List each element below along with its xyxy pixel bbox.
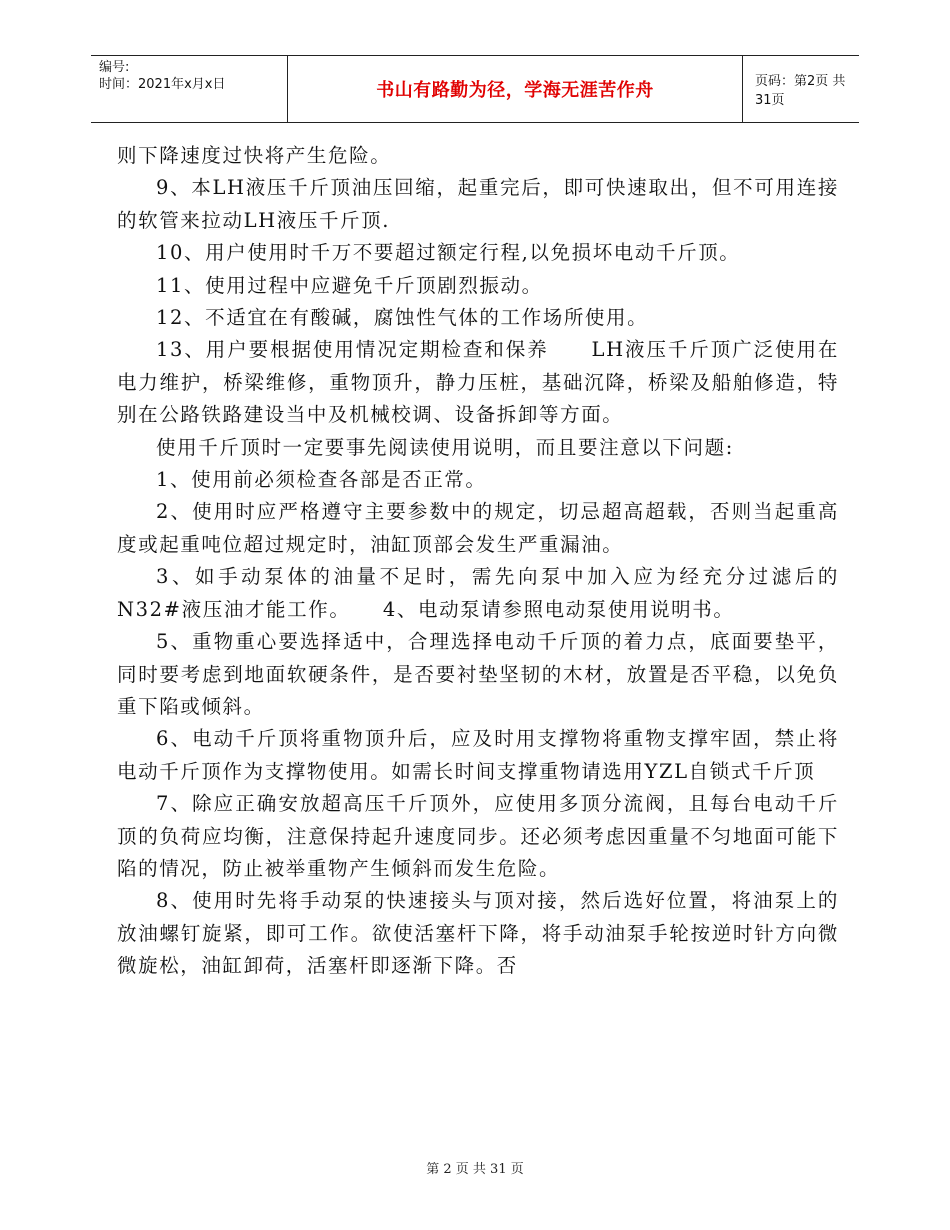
body-paragraph: 10、用户使用时千万不要超过额定行程,以免损坏电动千斤顶。 <box>156 241 741 265</box>
body-paragraph: 则下降速度过快将产生危险。 <box>117 144 392 167</box>
document-time-label: 时间：2021年x月x日 <box>99 77 226 92</box>
body-paragraph: 11、使用过程中应避免千斤顶剧烈振动。 <box>156 273 543 297</box>
body-paragraph: 2、使用时应严格遵守主要参数中的规定，切忌超高超载，否则当起重高度或起重吨位超过规定时，油缸顶部会发生严重漏油。 <box>117 500 839 556</box>
body-paragraph: 7、除应正确安放超高压千斤顶外，应使用多顶分流阀，且每台电动千斤顶的负荷应均衡，注意保持起升速度同步。还必须考虑因重量不匀地面可能下陷的情况，防止被举重物产生倾斜而发生危险。 <box>117 792 839 880</box>
document-body <box>117 140 839 983</box>
header-page-info: 页码：第2页 共31页 <box>755 74 846 108</box>
body-paragraph: 12、不适宜在有酸碱，腐蚀性气体的工作场所使用。 <box>156 306 649 330</box>
header-motto-cell <box>287 56 743 122</box>
body-paragraph: 使用千斤顶时一定要事先阅读使用说明，而且要注意以下问题: <box>156 435 734 459</box>
body-paragraph: 13、用户要根据使用情况定期检查和保养 LH液压千斤顶广泛使用在电力维护，桥梁维修，重物顶升，静力压桩，基础沉降，桥梁及船舶修造，特别在公路铁路建设当中及机械校调、设备拆卸等方面。 <box>117 338 839 427</box>
body-paragraph: 9、本LH液压千斤顶油压回缩，起重完后，即可快速取出，但不可用连接的软管来拉动LH液压千斤顶. <box>117 176 839 232</box>
body-paragraph: 5、重物重心要选择适中，合理选择电动千斤顶的着力点，底面要垫平，同时要考虑到地面软硬条件，是否要衬垫坚韧的木材，放置是否平稳，以免负重下陷或倾斜。 <box>117 630 839 718</box>
header-meta <box>99 59 225 93</box>
page-header <box>91 55 859 123</box>
body-paragraph: 1、使用前必须检查各部是否正常。 <box>156 468 487 492</box>
body-paragraph: 6、电动千斤顶将重物顶升后，应及时用支撑物将重物支撑牢固，禁止将电动千斤顶作为支撑物使用。如需长时间支撑重物请选用YZL自锁式千斤顶 <box>117 727 839 783</box>
header-motto: 书山有路勤为径，学海无涯苦作舟 <box>376 80 654 101</box>
document-number-label: 编号: <box>99 60 130 75</box>
body-paragraph: 3、如手动泵体的油量不足时，需先向泵中加入应为经充分过滤后的N32#液压油才能工作。 4、电动泵请参照电动泵使用说明书。 <box>117 565 839 621</box>
body-paragraph: 8、使用时先将手动泵的快速接头与顶对接，然后选好位置，将油泵上的放油螺钉旋紧，即可工作。欲使活塞杆下降，将手动油泵手轮按逆时针方向微微旋松，油缸卸荷，活塞杆即逐渐下降。否 <box>117 889 839 978</box>
page-footer: 第 2 页 共 31 页 <box>426 1162 524 1177</box>
